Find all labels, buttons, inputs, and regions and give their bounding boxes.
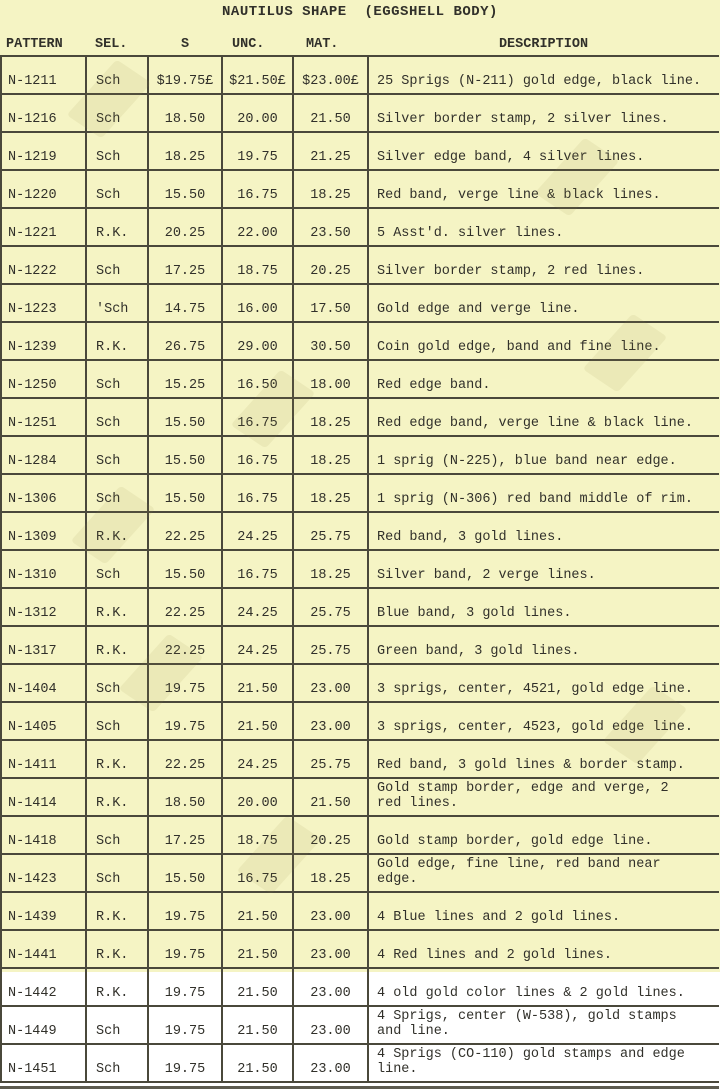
s-price-cell: 15.50 [148, 398, 222, 436]
s-price-cell: 19.75 [148, 1044, 222, 1082]
mat-price-cell: 17.50 [293, 284, 368, 322]
s-price-cell: 18.50 [148, 778, 222, 816]
mat-price-cell: 23.00 [293, 892, 368, 930]
s-price-cell: 15.50 [148, 854, 222, 892]
mat-price-cell: $23.00£ [293, 56, 368, 94]
description-cell: 1 sprig (N-225), blue band near edge. [368, 436, 719, 474]
unc-price-cell: 16.75 [222, 550, 293, 588]
table-row [1, 360, 719, 398]
unc-price-cell: 16.50 [222, 360, 293, 398]
sel-cell: R.K. [86, 892, 148, 930]
mat-price-cell: 18.25 [293, 436, 368, 474]
description-cell: Silver band, 2 verge lines. [368, 550, 719, 588]
page-title: NAUTILUS SHAPE (EGGSHELL BODY) [222, 4, 498, 20]
pattern-cell: N-1418 [1, 816, 86, 854]
description-cell: 4 Blue lines and 2 gold lines. [368, 892, 719, 930]
table-row [1, 246, 719, 284]
description-cell: 4 Sprigs, center (W-538), gold stamps and line. [368, 1006, 719, 1044]
s-price-cell: 22.25 [148, 740, 222, 778]
mat-price-cell: 23.00 [293, 1044, 368, 1082]
sel-cell: Sch [86, 816, 148, 854]
description-cell: 3 sprigs, center, 4521, gold edge line. [368, 664, 719, 702]
sel-cell: Sch [86, 1044, 148, 1082]
s-price-cell: 20.25 [148, 208, 222, 246]
unc-price-cell: 21.50 [222, 664, 293, 702]
sel-cell: Sch [86, 854, 148, 892]
table-row [1, 170, 719, 208]
s-price-cell: 26.75 [148, 322, 222, 360]
s-price-cell: 15.25 [148, 360, 222, 398]
unc-price-cell: 21.50 [222, 930, 293, 968]
sel-cell: Sch [86, 702, 148, 740]
table-row [1, 550, 719, 588]
mat-price-cell: 21.50 [293, 778, 368, 816]
sel-cell: R.K. [86, 626, 148, 664]
s-price-cell: 15.50 [148, 170, 222, 208]
unc-price-cell: 16.75 [222, 398, 293, 436]
pattern-cell: N-1451 [1, 1044, 86, 1082]
description-cell: Silver border stamp, 2 red lines. [368, 246, 719, 284]
sel-cell: 'Sch [86, 284, 148, 322]
sel-cell: Sch [86, 170, 148, 208]
description-cell: Coin gold edge, band and fine line. [368, 322, 719, 360]
description-cell: 1 sprig (N-306) red band middle of rim. [368, 474, 719, 512]
pattern-cell: N-1309 [1, 512, 86, 550]
s-price-cell: 22.25 [148, 626, 222, 664]
sel-cell: Sch [86, 436, 148, 474]
table-row [1, 702, 719, 740]
sel-cell: R.K. [86, 208, 148, 246]
pattern-cell: N-1405 [1, 702, 86, 740]
column-header-sel: SEL. [86, 33, 148, 56]
table-row [1, 588, 719, 626]
description-cell: 4 Red lines and 2 gold lines. [368, 930, 719, 968]
s-price-cell: 15.50 [148, 436, 222, 474]
s-price-cell: 15.50 [148, 474, 222, 512]
unc-price-cell: 21.50 [222, 702, 293, 740]
mat-price-cell: 23.00 [293, 702, 368, 740]
table-row [1, 322, 719, 360]
mat-price-cell: 23.00 [293, 664, 368, 702]
mat-price-cell: 21.50 [293, 94, 368, 132]
pattern-cell: N-1404 [1, 664, 86, 702]
pattern-cell: N-1239 [1, 322, 86, 360]
s-price-cell: 22.25 [148, 588, 222, 626]
table-row [1, 664, 719, 702]
sel-cell: Sch [86, 246, 148, 284]
sel-cell: Sch [86, 56, 148, 94]
header-row [1, 33, 719, 56]
pattern-cell: N-1216 [1, 94, 86, 132]
table-row [1, 778, 719, 816]
description-cell: Gold stamp border, gold edge line. [368, 816, 719, 854]
pattern-cell: N-1306 [1, 474, 86, 512]
description-cell: 4 old gold color lines & 2 gold lines. [368, 968, 719, 1006]
mat-price-cell: 20.25 [293, 246, 368, 284]
sel-cell: Sch [86, 360, 148, 398]
unc-price-cell: 21.50 [222, 1006, 293, 1044]
unc-price-cell: 18.75 [222, 246, 293, 284]
pattern-cell: N-1223 [1, 284, 86, 322]
description-cell: Gold stamp border, edge and verge, 2 red lines. [368, 778, 719, 816]
table-row [1, 436, 719, 474]
table-body [1, 56, 719, 1082]
sel-cell: Sch [86, 474, 148, 512]
table-row [1, 892, 719, 930]
description-cell: Red edge band, verge line & black line. [368, 398, 719, 436]
pattern-cell: N-1221 [1, 208, 86, 246]
unc-price-cell: 24.25 [222, 588, 293, 626]
mat-price-cell: 18.00 [293, 360, 368, 398]
column-header-mat: MAT. [293, 33, 368, 56]
s-price-cell: 19.75 [148, 892, 222, 930]
pattern-cell: N-1317 [1, 626, 86, 664]
pattern-cell: N-1312 [1, 588, 86, 626]
unc-price-cell: 21.50 [222, 968, 293, 1006]
table-row [1, 854, 719, 892]
sel-cell: Sch [86, 94, 148, 132]
mat-price-cell: 18.25 [293, 398, 368, 436]
mat-price-cell: 18.25 [293, 170, 368, 208]
s-price-cell: 22.25 [148, 512, 222, 550]
table-row [1, 132, 719, 170]
description-cell: Silver edge band, 4 silver lines. [368, 132, 719, 170]
s-price-cell: 15.50 [148, 550, 222, 588]
column-header-s: S [148, 33, 222, 56]
s-price-cell: 19.75 [148, 930, 222, 968]
table-row [1, 816, 719, 854]
sel-cell: R.K. [86, 778, 148, 816]
table-row [1, 56, 719, 94]
mat-price-cell: 30.50 [293, 322, 368, 360]
s-price-cell: 19.75 [148, 702, 222, 740]
pattern-cell: N-1220 [1, 170, 86, 208]
description-cell: Green band, 3 gold lines. [368, 626, 719, 664]
pattern-cell: N-1439 [1, 892, 86, 930]
mat-price-cell: 18.25 [293, 550, 368, 588]
s-price-cell: 14.75 [148, 284, 222, 322]
s-price-cell: 19.75 [148, 968, 222, 1006]
pattern-cell: N-1251 [1, 398, 86, 436]
pattern-cell: N-1222 [1, 246, 86, 284]
unc-price-cell: 22.00 [222, 208, 293, 246]
table-row [1, 398, 719, 436]
unc-price-cell: 21.50 [222, 1044, 293, 1082]
s-price-cell: 18.25 [148, 132, 222, 170]
unc-price-cell: 16.75 [222, 474, 293, 512]
mat-price-cell: 23.00 [293, 930, 368, 968]
unc-price-cell: 20.00 [222, 94, 293, 132]
pattern-cell: N-1211 [1, 56, 86, 94]
description-cell: Red band, verge line & black lines. [368, 170, 719, 208]
column-header-unc: UNC. [222, 33, 293, 56]
pattern-cell: N-1284 [1, 436, 86, 474]
mat-price-cell: 18.25 [293, 474, 368, 512]
pattern-cell: N-1219 [1, 132, 86, 170]
mat-price-cell: 23.00 [293, 1006, 368, 1044]
sel-cell: Sch [86, 1006, 148, 1044]
pattern-cell: N-1250 [1, 360, 86, 398]
unc-price-cell: 19.75 [222, 132, 293, 170]
mat-price-cell: 25.75 [293, 626, 368, 664]
mat-price-cell: 18.25 [293, 854, 368, 892]
sel-cell: Sch [86, 664, 148, 702]
pattern-cell: N-1449 [1, 1006, 86, 1044]
table-row [1, 94, 719, 132]
unc-price-cell: 16.00 [222, 284, 293, 322]
mat-price-cell: 23.50 [293, 208, 368, 246]
description-cell: 3 sprigs, center, 4523, gold edge line. [368, 702, 719, 740]
sel-cell: R.K. [86, 588, 148, 626]
pattern-cell: N-1423 [1, 854, 86, 892]
column-header-description: DESCRIPTION [368, 33, 719, 56]
table-row [1, 1006, 719, 1044]
description-cell: Red edge band. [368, 360, 719, 398]
table-row [1, 626, 719, 664]
price-table [0, 33, 719, 1083]
sel-cell: R.K. [86, 968, 148, 1006]
column-header-pattern: PATTERN [1, 33, 86, 56]
unc-price-cell: 20.00 [222, 778, 293, 816]
unc-price-cell: 18.75 [222, 816, 293, 854]
table-row [1, 474, 719, 512]
mat-price-cell: 25.75 [293, 740, 368, 778]
table-row [1, 930, 719, 968]
sel-cell: R.K. [86, 740, 148, 778]
s-price-cell: 18.50 [148, 94, 222, 132]
sel-cell: R.K. [86, 322, 148, 360]
unc-price-cell: 24.25 [222, 626, 293, 664]
s-price-cell: 17.25 [148, 246, 222, 284]
unc-price-cell: 24.25 [222, 512, 293, 550]
pattern-cell: N-1414 [1, 778, 86, 816]
description-cell: Silver border stamp, 2 silver lines. [368, 94, 719, 132]
sel-cell: R.K. [86, 512, 148, 550]
description-cell: 4 Sprigs (CO-110) gold stamps and edge line. [368, 1044, 719, 1082]
s-price-cell: 17.25 [148, 816, 222, 854]
description-cell: Gold edge, fine line, red band near edge. [368, 854, 719, 892]
unc-price-cell: 16.75 [222, 436, 293, 474]
table-row [1, 968, 719, 1006]
description-cell: Gold edge and verge line. [368, 284, 719, 322]
sel-cell: Sch [86, 398, 148, 436]
table-row [1, 208, 719, 246]
pattern-cell: N-1442 [1, 968, 86, 1006]
unc-price-cell: 16.75 [222, 170, 293, 208]
description-cell: Red band, 3 gold lines. [368, 512, 719, 550]
table-row [1, 284, 719, 322]
mat-price-cell: 21.25 [293, 132, 368, 170]
mat-price-cell: 25.75 [293, 512, 368, 550]
description-cell: 5 Asst'd. silver lines. [368, 208, 719, 246]
unc-price-cell: 16.75 [222, 854, 293, 892]
pattern-cell: N-1310 [1, 550, 86, 588]
description-cell: 25 Sprigs (N-211) gold edge, black line. [368, 56, 719, 94]
sel-cell: R.K. [86, 930, 148, 968]
sel-cell: Sch [86, 132, 148, 170]
unc-price-cell: 29.00 [222, 322, 293, 360]
sel-cell: Sch [86, 550, 148, 588]
pattern-cell: N-1411 [1, 740, 86, 778]
unc-price-cell: 21.50 [222, 892, 293, 930]
s-price-cell: 19.75 [148, 664, 222, 702]
mat-price-cell: 20.25 [293, 816, 368, 854]
unc-price-cell: $21.50£ [222, 56, 293, 94]
table-row [1, 512, 719, 550]
s-price-cell: $19.75£ [148, 56, 222, 94]
mat-price-cell: 23.00 [293, 968, 368, 1006]
description-cell: Blue band, 3 gold lines. [368, 588, 719, 626]
pattern-cell: N-1441 [1, 930, 86, 968]
table-row [1, 1044, 719, 1082]
mat-price-cell: 25.75 [293, 588, 368, 626]
s-price-cell: 19.75 [148, 1006, 222, 1044]
unc-price-cell: 24.25 [222, 740, 293, 778]
table-row [1, 740, 719, 778]
description-cell: Red band, 3 gold lines & border stamp. [368, 740, 719, 778]
